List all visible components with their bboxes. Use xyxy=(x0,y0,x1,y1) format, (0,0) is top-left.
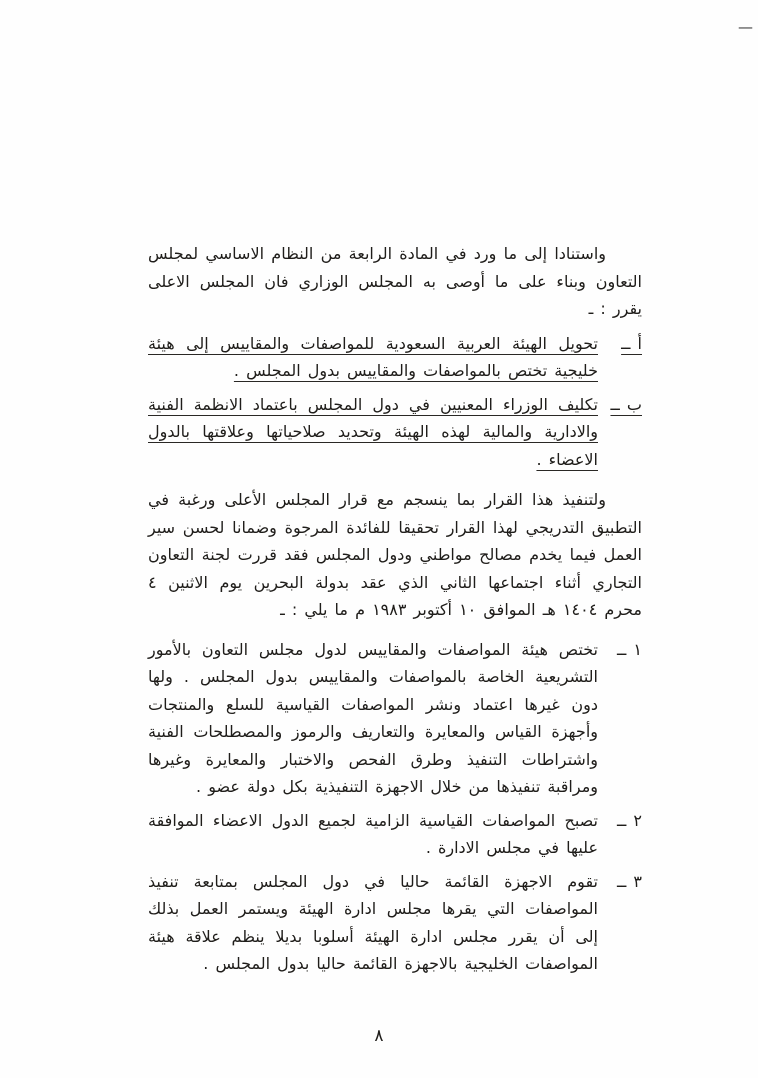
list-item-a xyxy=(148,330,642,385)
item-2-text: تصبح المواصفات القياسية الزامية لجميع الدول الاعضاء الموافقة عليها في مجلس الادارة . xyxy=(148,810,598,857)
page-corner-dash: — xyxy=(738,18,752,36)
page-number: ٨ xyxy=(374,1026,384,1046)
item-1-text: تختص هيئة المواصفات والمقاييس لدول مجلس التعاون بالأمور التشريعية الخاصة بالمواصفات والمقاييس بدول المجلس . ولها دون غيرها اعتماد ونشر المواصفات القياسية للسلع والمنتجات وأجهزة القياس والمعايرة والتعاريف والرموز والمصطلحات الفنية واشتراطات التنفيذ وطرق الفحص والاختبار والمعايرة وغيرها ومراقبة تنفيذها من خلال الاجهزة التنفيذية بكل دولة عضو . xyxy=(148,639,598,796)
intro-paragraph: واستنادا إلى ما ورد في المادة الرابعة من النظام الاساسي لمجلس التعاون وبناء على ما أوصى به المجلس الوزاري فان المجلس الاعلى يقرر : ـ xyxy=(148,244,642,318)
middle-paragraph: ولتنفيذ هذا القرار بما ينسجم مع قرار المجلس الأعلى ورغبة في التطبيق التدريجي لهذا القرار تحقيقا للفائدة المرجوة وضمانا لحسن سير العمل فيما يخدم مصالح مواطني ودول المجلس فقد قررت لجنة التعاون التجاري أثناء اجتماعها الثاني الذي عقد بدولة البحرين يوم الاثنين ٤ محرم ١٤٠٤ هـ الموافق ١٠ أكتوبر ١٩٨٣ م ما يلي : ـ xyxy=(148,490,642,619)
item-2-label: ٢ ــ xyxy=(616,810,642,830)
text-block xyxy=(148,240,642,984)
item-b-text: تكليف الوزراء المعنيين في دول المجلس باعتماد الانظمة الفنية والادارية والمالية لهذه الهيئة وتحديد صلاحياتها وعلاقتها بالدول الاعضاء . xyxy=(148,394,598,469)
item-a-text: تحويل الهيئة العربية السعودية للمواصفات والمقاييس إلى هيئة خليجية تختص بالمواصفات والمقاييس بدول المجلس . xyxy=(148,333,598,380)
list-item-2 xyxy=(148,807,642,862)
item-a-label: أ ــ xyxy=(621,333,642,353)
list-item-1 xyxy=(148,636,642,801)
item-1-label: ١ ــ xyxy=(616,639,642,659)
item-3-text: تقوم الاجهزة القائمة حاليا في دول المجلس بمتابعة تنفيذ المواصفات التي يقرها مجلس ادارة الهيئة ويستمر العمل بذلك إلى أن يقرر مجلس ادارة الهيئة أسلوبا بديلا ينظم علاقة هيئة المواصفات الخليجية بالاجهزة القائمة حاليا بدول المجلس . xyxy=(148,871,598,973)
list-item-b xyxy=(148,391,642,474)
list-item-3 xyxy=(148,868,642,978)
item-3-label: ٣ ــ xyxy=(616,871,642,891)
item-b-label: ب ــ xyxy=(610,394,642,414)
numbered-list xyxy=(148,636,642,978)
